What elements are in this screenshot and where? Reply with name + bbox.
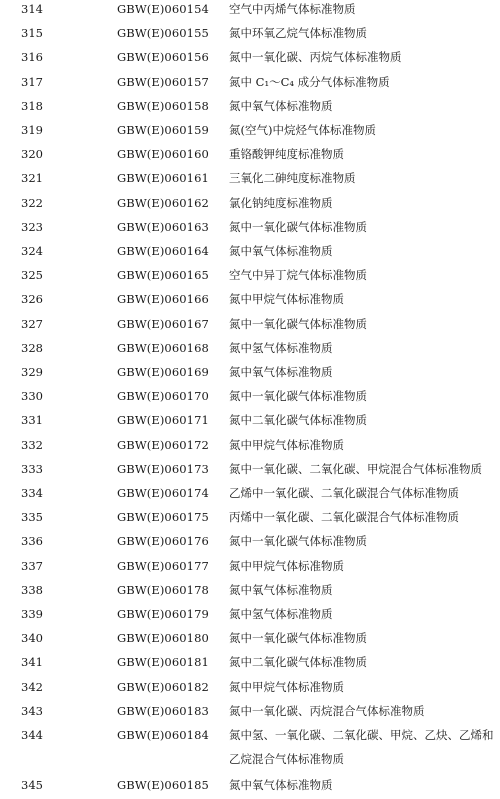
material-name: 氮中甲烷气体标准物质 [229,558,344,573]
material-code: GBW(E)060178 [117,582,209,597]
table-row [0,74,500,96]
table-row [0,679,500,701]
row-number: 324 [21,244,43,258]
row-number: 326 [21,292,43,307]
table-row [0,1,500,23]
material-name: 氮中氧气体标准物质 [229,582,333,597]
row-number: 321 [21,171,43,186]
table-row [0,122,500,144]
material-code: GBW(E)060184 [117,728,209,742]
row-number: 340 [21,631,43,646]
material-name: 氮中氧气体标准物质 [229,778,333,793]
row-number: 334 [21,486,43,500]
row-number: 332 [21,437,43,452]
material-name: 丙烯中一氧化碳、二氧化碳混合气体标准物质 [229,510,459,525]
material-name: 氮中一氧化碳、丙烷混合气体标准物质 [229,703,425,718]
row-number: 329 [21,365,43,379]
row-number: 314 [21,2,43,16]
row-number: 328 [21,340,43,355]
material-code: GBW(E)060163 [117,219,209,234]
material-code: GBW(E)060176 [117,534,209,549]
row-number: 331 [21,413,43,428]
material-code: GBW(E)060166 [117,292,209,307]
material-name: 氮(空气)中烷烃气体标准物质 [229,123,376,137]
material-name: 空气中异丁烷气体标准物质 [229,268,367,283]
row-number: 316 [21,50,43,65]
table-row [0,654,500,676]
material-code: GBW(E)060157 [117,74,209,89]
material-name: 氮中氧气体标准物质 [229,244,333,258]
table-row [0,509,500,531]
row-number: 327 [21,316,43,331]
material-name: 氮中氢气体标准物质 [229,607,333,621]
table-row [0,777,500,799]
material-code: GBW(E)060165 [117,268,209,283]
row-number: 342 [21,679,43,694]
material-code: GBW(E)060161 [117,171,209,186]
material-name: 氮中一氧化碳、丙烷气体标准物质 [229,50,402,65]
material-name: 三氧化二砷纯度标准物质 [229,171,356,186]
table-row [0,219,500,241]
material-code: GBW(E)060182 [117,679,209,694]
table-row [0,461,500,483]
row-number: 341 [21,655,43,670]
row-number: 330 [21,389,43,404]
material-name: 乙烯中一氧化碳、二氧化碳混合气体标准物质 [229,486,459,500]
material-code: GBW(E)060162 [117,195,209,210]
row-number: 318 [21,98,43,113]
row-number: 338 [21,582,43,597]
row-number: 315 [21,26,43,41]
material-name: 空气中丙烯气体标准物质 [229,2,356,16]
material-code: GBW(E)060180 [117,631,209,646]
material-name: 氮中一氧化碳气体标准物质 [229,631,367,646]
material-code: GBW(E)060179 [117,607,209,621]
material-name: 氮中甲烷气体标准物质 [229,292,344,307]
material-code: GBW(E)060156 [117,50,209,65]
material-name: 氮中二氧化碳气体标准物质 [229,655,367,670]
row-number: 344 [21,728,43,742]
row-number: 337 [21,558,43,573]
table-row [0,340,500,362]
table-row [0,388,500,410]
material-name: 氮中一氧化碳气体标准物质 [229,316,367,331]
table-row [0,98,500,120]
material-code: GBW(E)060181 [117,655,209,670]
material-name: 氮中一氧化碳气体标准物质 [229,534,367,549]
table-row [0,316,500,338]
row-number: 333 [21,461,43,476]
material-code: GBW(E)060169 [117,365,209,379]
table-row [0,485,500,507]
material-code: GBW(E)060160 [117,147,209,162]
table-row [0,243,500,265]
material-name: 氮中 C₁～C₄ 成分气体标准物质 [229,74,390,89]
material-code: GBW(E)060175 [117,510,209,525]
material-code: GBW(E)060158 [117,98,209,113]
material-name: 氮中环氧乙烷气体标准物质 [229,26,367,41]
material-name: 氮中一氧化碳、二氧化碳、甲烷混合气体标准物质 [229,461,482,476]
material-code: GBW(E)060177 [117,558,209,573]
material-code: GBW(E)060185 [117,778,209,793]
row-number: 322 [21,195,43,210]
material-name: 氮中甲烷气体标准物质 [229,437,344,452]
material-code: GBW(E)060183 [117,703,209,718]
table-row [0,437,500,459]
material-name: 氮中一氧化碳气体标准物质 [229,219,367,234]
material-code: GBW(E)060164 [117,244,209,258]
material-name: 氯化钠纯度标准物质 [229,195,333,210]
row-number: 343 [21,703,43,718]
material-code: GBW(E)060174 [117,486,209,500]
material-name: 重铬酸钾纯度标准物质 [229,147,344,162]
table-row [0,170,500,192]
material-code: GBW(E)060171 [117,413,209,428]
row-number: 335 [21,510,43,525]
material-code: GBW(E)060168 [117,340,209,355]
material-name: 氮中甲烷气体标准物质 [229,679,344,694]
row-number: 320 [21,147,43,162]
material-code: GBW(E)060159 [117,123,209,137]
table-row [0,291,500,313]
row-number: 317 [21,74,43,89]
row-number: 323 [21,219,43,234]
table-row [0,364,500,386]
table-row [0,606,500,628]
row-number: 319 [21,123,43,137]
table-row [0,267,500,289]
table-row [0,146,500,168]
material-name: 氮中氢、一氧化碳、二氧化碳、甲烷、乙炔、乙烯和乙烷混合气体标准物质 [229,728,494,766]
material-name: 氮中氧气体标准物质 [229,98,333,113]
material-name: 氮中一氧化碳气体标准物质 [229,389,367,404]
table-row [0,195,500,217]
material-code: GBW(E)060155 [117,26,209,41]
material-code: GBW(E)060172 [117,437,209,452]
table-row [0,25,500,47]
table-row [0,727,500,766]
row-number: 336 [21,534,43,549]
table-row [0,703,500,725]
row-number: 345 [21,778,43,793]
table-row [0,582,500,604]
material-name: 氮中氧气体标准物质 [229,365,333,379]
table-row [0,558,500,580]
row-number: 325 [21,268,43,283]
row-number: 339 [21,607,43,621]
material-name: 氮中二氧化碳气体标准物质 [229,413,367,428]
material-code: GBW(E)060173 [117,461,209,476]
material-code: GBW(E)060167 [117,316,209,331]
table-row [0,49,500,71]
table-row [0,412,500,434]
table-row [0,533,500,555]
material-code: GBW(E)060154 [117,2,209,16]
material-code: GBW(E)060170 [117,389,209,404]
material-name: 氮中氢气体标准物质 [229,340,333,355]
table-row [0,630,500,652]
